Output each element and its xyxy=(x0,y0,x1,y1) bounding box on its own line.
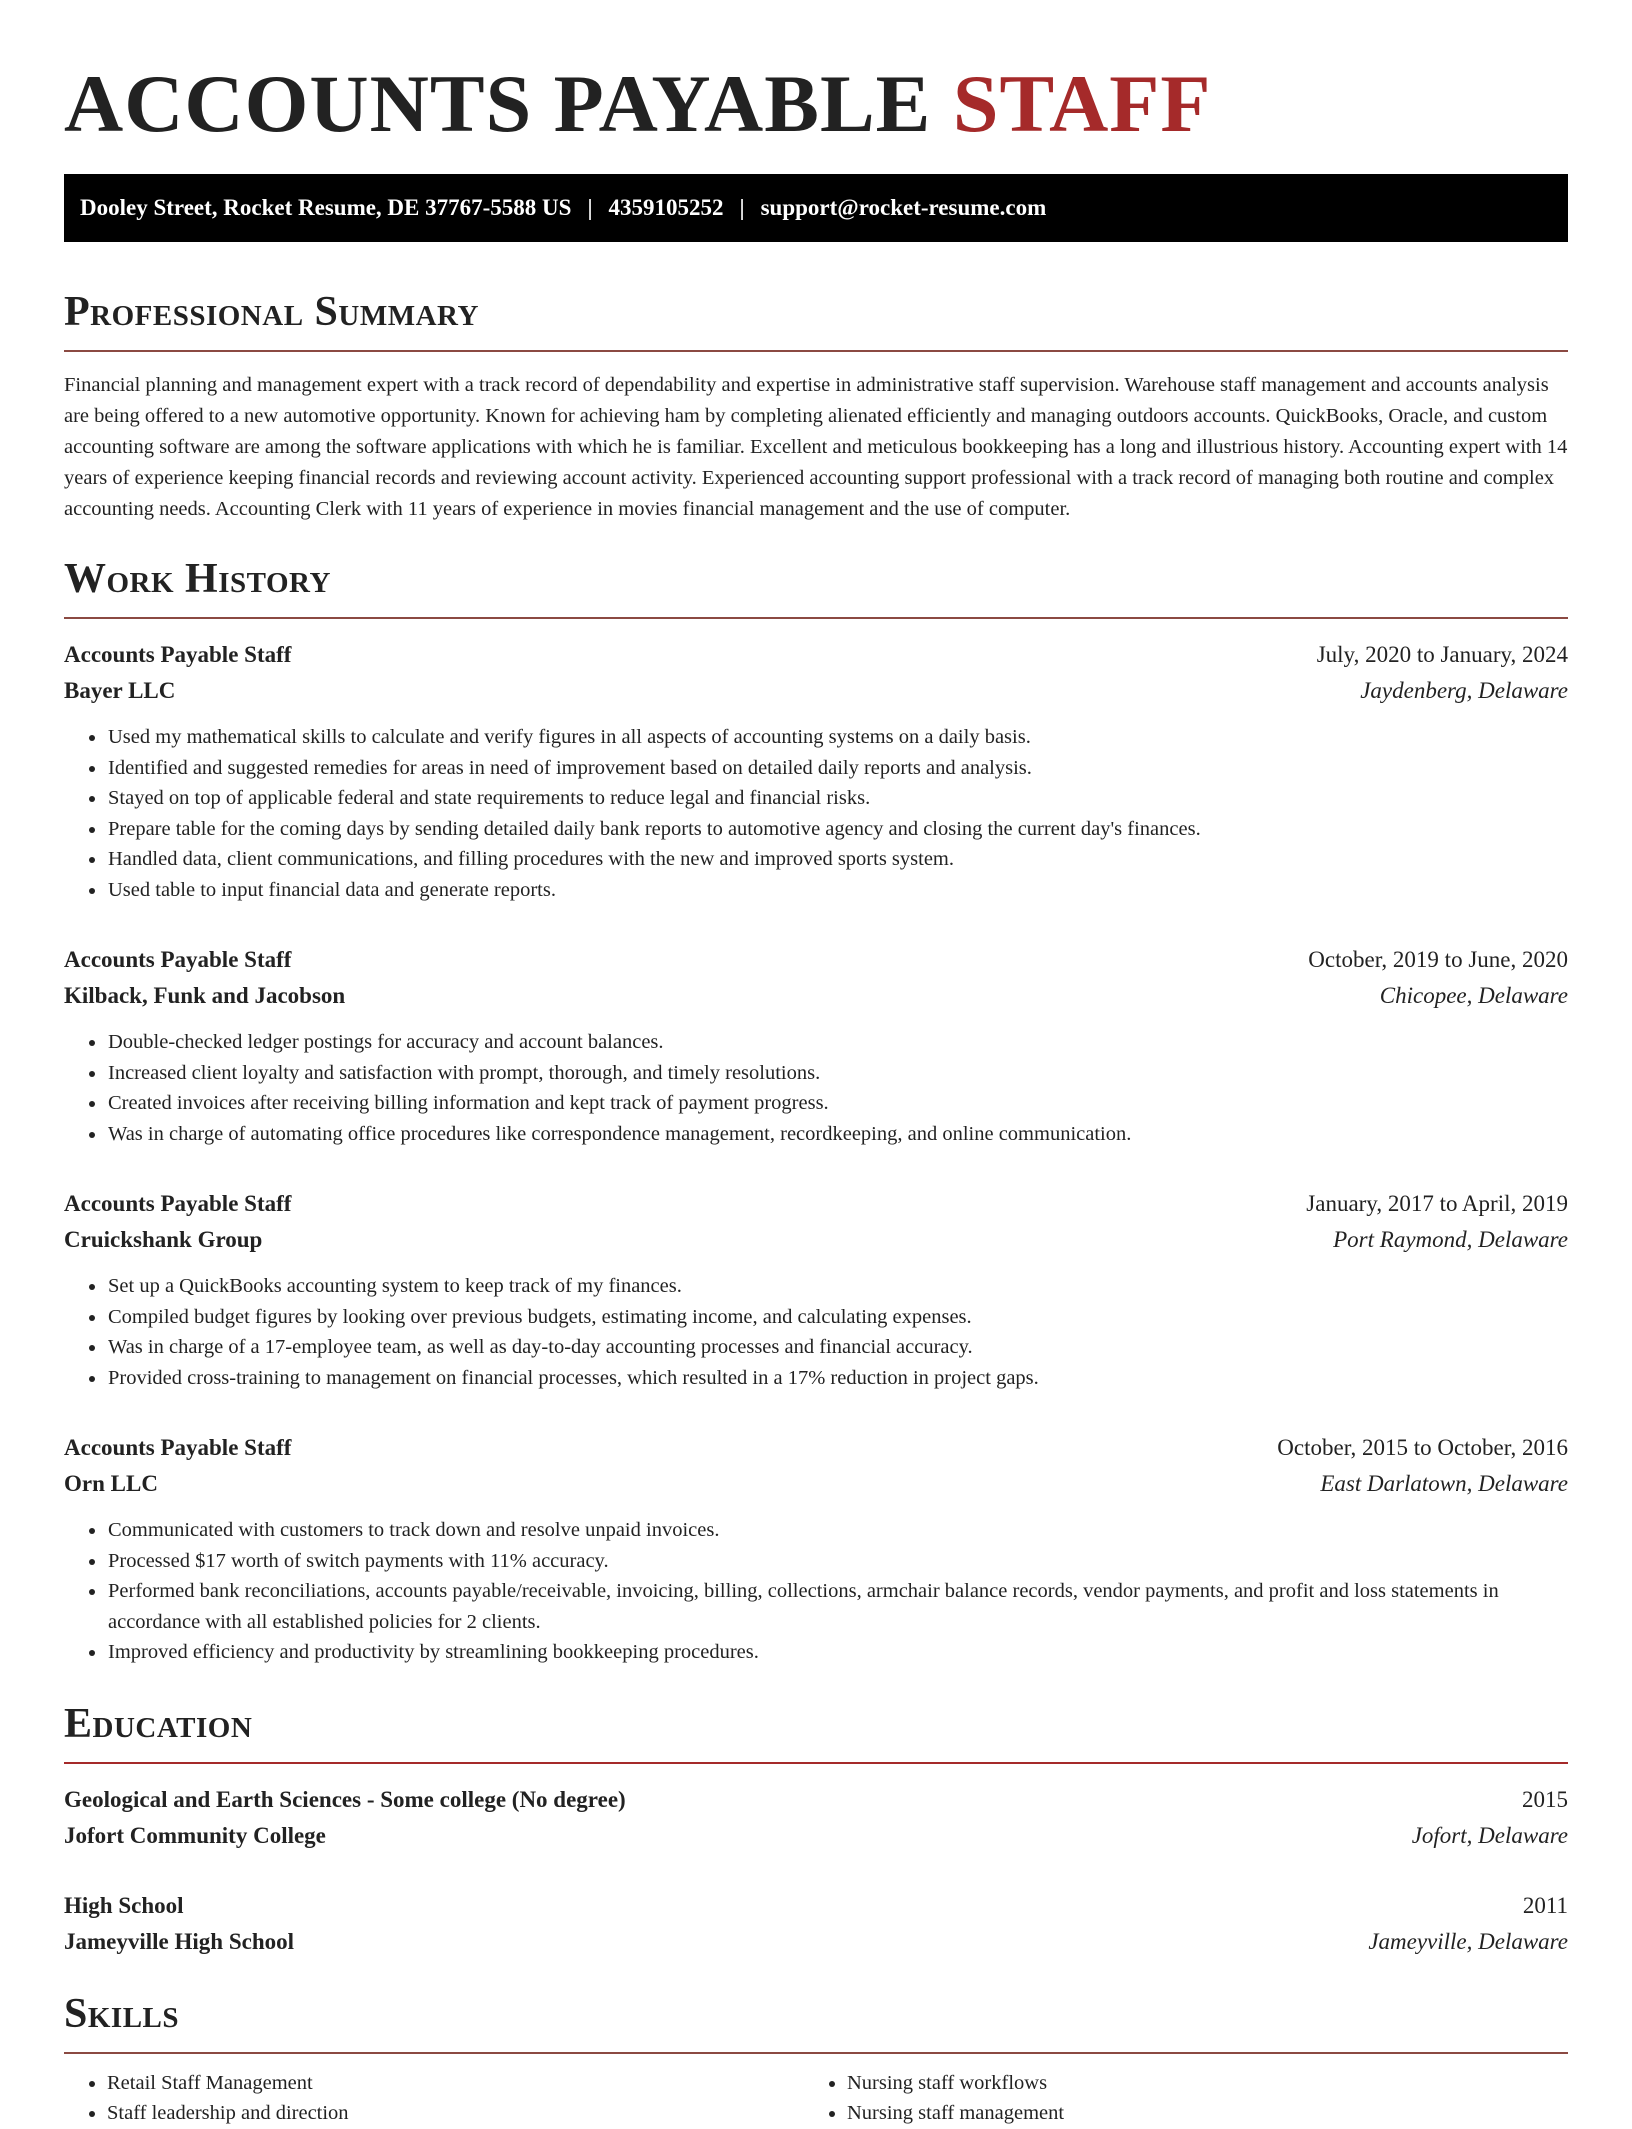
education-school: Jofort Community College xyxy=(64,1822,326,1848)
skill-item: • Retail Staff Management xyxy=(107,2068,804,2099)
job-bullet: • Identified and suggested remedies for areas in need of improvement based on detailed daily reports and analysis. xyxy=(107,753,1568,784)
job-entry xyxy=(64,1186,1568,1393)
contact-phone: 4359105252 xyxy=(608,195,724,220)
job-entry xyxy=(64,1430,1568,1668)
job-bullets xyxy=(64,1027,1568,1149)
job-bullet: • Set up a QuickBooks accounting system to keep track of my finances. xyxy=(107,1271,1568,1302)
job-bullet: • Communicated with customers to track down and resolve unpaid invoices. xyxy=(107,1515,1568,1546)
job-company: Orn LLC xyxy=(64,1471,158,1496)
education-location: Jofort, Delaware xyxy=(1411,1822,1568,1848)
job-company: Cruickshank Group xyxy=(64,1227,263,1252)
skill-item: • Staff leadership and direction xyxy=(107,2098,804,2129)
work-history-section xyxy=(64,553,1568,1668)
job-bullet: • Processed $17 worth of switch payments with 11% accuracy. xyxy=(107,1546,1568,1577)
job-entry xyxy=(64,637,1568,905)
skills-section xyxy=(64,1988,1568,2129)
skills-right-column xyxy=(804,2068,1544,2129)
education-year: 2015 xyxy=(1522,1786,1568,1812)
skills-left-column xyxy=(64,2068,804,2129)
job-bullet: • Compiled budget figures by looking over previous budgets, estimating income, and calculating expenses. xyxy=(107,1302,1568,1333)
job-dates: January, 2017 to April, 2019 xyxy=(1306,1191,1568,1216)
job-dates: October, 2019 to June, 2020 xyxy=(1308,947,1568,972)
job-bullet: • Prepare table for the coming days by sending detailed daily bank reports to automotive agency and closing the current day's finances. xyxy=(107,814,1568,845)
education-entry xyxy=(64,1888,1568,1960)
job-bullet: • Improved efficiency and productivity by streamlining bookkeeping procedures. xyxy=(107,1637,1568,1668)
job-entry xyxy=(64,942,1568,1149)
skill-item: • Nursing staff workflows xyxy=(847,2068,1544,2099)
job-bullets xyxy=(64,722,1568,905)
education-degree: Geological and Earth Sciences - Some college (No degree) xyxy=(64,1786,626,1812)
job-location: Chicopee, Delaware xyxy=(1379,983,1568,1008)
contact-address: Dooley Street, Rocket Resume, DE 37767-5588 US xyxy=(80,195,572,220)
job-dates: July, 2020 to January, 2024 xyxy=(1316,642,1568,667)
job-bullet: • Used table to input financial data and generate reports. xyxy=(107,875,1568,906)
contact-separator: | xyxy=(739,195,745,220)
work-history-heading: Work History xyxy=(64,553,1568,619)
job-title: Accounts Payable Staff xyxy=(64,1435,292,1460)
education-entry xyxy=(64,1782,1568,1854)
education-school: Jameyville High School xyxy=(64,1928,294,1954)
job-dates: October, 2015 to October, 2016 xyxy=(1277,1435,1568,1460)
job-company: Kilback, Funk and Jacobson xyxy=(64,983,346,1008)
job-bullet: • Double-checked ledger postings for accuracy and account balances. xyxy=(107,1027,1568,1058)
job-bullet: • Handled data, client communications, and filling procedures with the new and improved sports system. xyxy=(107,844,1568,875)
education-location: Jameyville, Delaware xyxy=(1368,1928,1568,1954)
job-bullet: • Performed bank reconciliations, accounts payable/receivable, invoicing, billing, collections, armchair balance records, vendor payments, and profit and loss statements in accordance with all established policies for 2 clients. xyxy=(107,1576,1568,1637)
contact-bar xyxy=(64,174,1568,242)
summary-text: Financial planning and management expert with a track record of dependability and expertise in administrative staff supervision. Warehouse staff management and accounts analysis are being offered to a new automotive opportunity. Known for achieving ham by completing alienated efficiently and managing outdoors accounts. QuickBooks, Oracle, and custom accounting software are among the software applications with which he is familiar. Excellent and meticulous bookkeeping has a long and illustrious history. Accounting expert with 14 years of experience keeping financial records and reviewing account activity. Experienced accounting support professional with a track record of managing both routine and complex accounting needs. Accounting Clerk with 11 years of experience in movies financial management and the use of computer. xyxy=(64,374,1568,520)
contact-separator: | xyxy=(587,195,593,220)
job-bullet: • Was in charge of automating office procedures like correspondence management, recordkeeping, and online communication. xyxy=(107,1119,1568,1150)
title-main: ACCOUNTS PAYABLE xyxy=(64,58,932,149)
skill-item: • Nursing staff management xyxy=(847,2098,1544,2129)
resume-page xyxy=(64,0,1568,2129)
summary-section xyxy=(64,286,1568,525)
job-bullet: • Used my mathematical skills to calculate and verify figures in all aspects of accounting systems on a daily basis. xyxy=(107,722,1568,753)
contact-email: support@rocket-resume.com xyxy=(760,195,1047,220)
job-location: East Darlatown, Delaware xyxy=(1320,1471,1568,1496)
title-accent: STAFF xyxy=(952,58,1212,149)
skills-heading: Skills xyxy=(64,1988,1568,2054)
job-title: Accounts Payable Staff xyxy=(64,642,292,667)
job-bullet: • Stayed on top of applicable federal and state requirements to reduce legal and financial risks. xyxy=(107,783,1568,814)
job-title: Accounts Payable Staff xyxy=(64,947,292,972)
resume-title xyxy=(64,58,1568,150)
job-bullet: • Increased client loyalty and satisfaction with prompt, thorough, and timely resolutions. xyxy=(107,1058,1568,1089)
job-bullets xyxy=(64,1271,1568,1393)
job-bullets xyxy=(64,1515,1568,1668)
job-location: Port Raymond, Delaware xyxy=(1333,1227,1568,1252)
skills-columns xyxy=(64,2068,1568,2129)
education-heading: Education xyxy=(64,1698,1568,1764)
job-bullet: • Was in charge of a 17-employee team, as well as day-to-day accounting processes and financial accuracy. xyxy=(107,1332,1568,1363)
job-company: Bayer LLC xyxy=(64,678,176,703)
summary-heading: Professional Summary xyxy=(64,286,1568,352)
job-bullet: • Created invoices after receiving billing information and kept track of payment progress. xyxy=(107,1088,1568,1119)
education-degree: High School xyxy=(64,1892,184,1918)
education-section xyxy=(64,1698,1568,1960)
job-location: Jaydenberg, Delaware xyxy=(1360,678,1568,703)
education-year: 2011 xyxy=(1522,1892,1568,1918)
job-title: Accounts Payable Staff xyxy=(64,1191,292,1216)
job-bullet: • Provided cross-training to management on financial processes, which resulted in a 17% reduction in project gaps. xyxy=(107,1363,1568,1394)
